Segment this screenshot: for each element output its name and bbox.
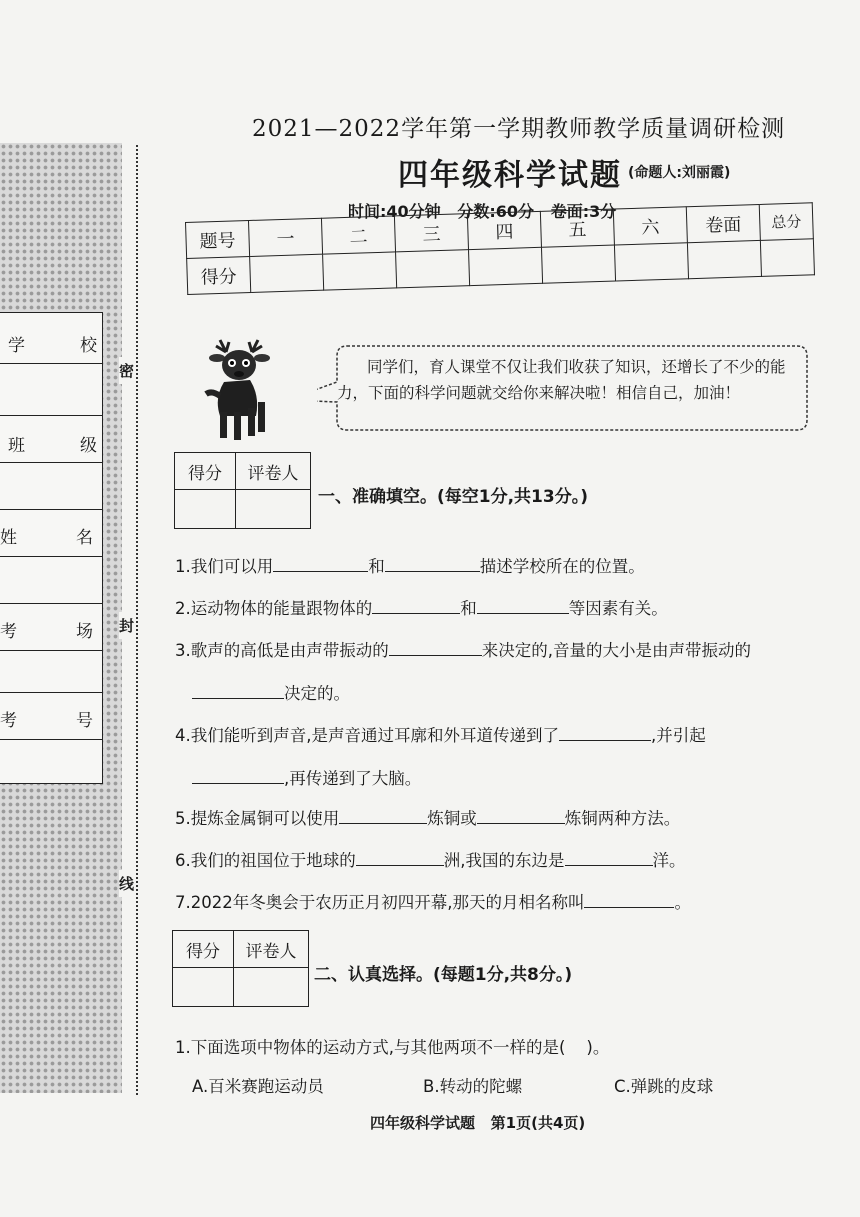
school-label-1: 学 xyxy=(8,336,25,356)
class-row xyxy=(0,417,102,463)
q-text: 炼铜两种方法。 xyxy=(564,809,681,828)
score-table-header: 三 xyxy=(394,214,468,252)
score-table-header: 二 xyxy=(321,216,395,254)
grade-score-label: 得分 xyxy=(175,453,236,490)
name-row xyxy=(0,511,102,557)
score-row-label: 得分 xyxy=(187,256,251,294)
question-1-2 xyxy=(175,595,668,619)
grade-grader-label: 评卷人 xyxy=(236,453,311,490)
score-table-header: 卷面 xyxy=(686,204,760,242)
school-input-row[interactable] xyxy=(0,365,102,416)
score-table-header: 一 xyxy=(248,218,322,256)
answer-blank[interactable] xyxy=(477,597,569,614)
page-footer: 四年级科学试题 第1页(共4页) xyxy=(370,1114,586,1132)
grade-score-cell[interactable] xyxy=(175,490,236,529)
answer-blank[interactable] xyxy=(385,555,480,572)
q-text: 描述学校所在的位置。 xyxy=(479,557,645,576)
q-text: 。 xyxy=(674,893,691,912)
room-label-2: 场 xyxy=(76,622,93,642)
score-table-header: 题号 xyxy=(186,221,250,259)
class-label-1: 班 xyxy=(8,436,25,456)
score-cell[interactable] xyxy=(396,250,470,288)
answer-blank[interactable] xyxy=(372,597,460,614)
score-cell[interactable] xyxy=(614,243,688,281)
q-text: 决定的。 xyxy=(284,684,350,703)
room-input-row[interactable] xyxy=(0,652,102,693)
q-text: 洋。 xyxy=(652,851,686,870)
answer-blank[interactable] xyxy=(273,555,368,572)
score-cell[interactable] xyxy=(323,252,397,290)
exam-series-title: 2021—2022学年第一学期教师教学质量调研检测 xyxy=(252,116,786,142)
score-cell[interactable] xyxy=(469,247,543,285)
section2-grade-box xyxy=(172,930,309,1007)
deer-mascot-icon xyxy=(196,338,286,443)
score-cell[interactable] xyxy=(250,254,324,292)
question-1-6 xyxy=(175,847,686,871)
name-input-row[interactable] xyxy=(0,558,102,604)
q-text: 1.我们可以用 xyxy=(175,557,274,576)
score-table-header: 总分 xyxy=(759,203,813,241)
q-text: 4.我们能听到声音,是声音通过耳廓和外耳道传递到了 xyxy=(175,726,559,745)
score-table-header: 五 xyxy=(540,209,614,247)
question-1-1 xyxy=(175,553,645,577)
q-text: 等因素有关。 xyxy=(568,599,668,618)
grade-score-cell[interactable] xyxy=(173,968,234,1007)
q-text: 3.歌声的高低是由声带振动的 xyxy=(175,641,389,660)
class-label-2: 级 xyxy=(80,436,97,456)
option-b[interactable]: B.转动的陀螺 xyxy=(423,1077,523,1096)
answer-blank[interactable] xyxy=(584,891,674,908)
score-table-header: 六 xyxy=(613,207,687,245)
number-label-1: 考 xyxy=(0,711,17,731)
section2-title: 二、认真选择。(每题1分,共8分。) xyxy=(314,965,573,985)
grade-score-label: 得分 xyxy=(173,931,234,968)
grade-grader-cell[interactable] xyxy=(236,490,311,529)
q-text: 6.我们的祖国位于地球的 xyxy=(175,851,356,870)
grade-grader-label: 评卷人 xyxy=(234,931,309,968)
number-row xyxy=(0,694,102,740)
q-text: ,并引起 xyxy=(651,726,706,745)
question-1-5 xyxy=(175,805,680,829)
question-1-3-cont xyxy=(192,680,350,704)
answer-blank[interactable] xyxy=(477,807,565,824)
number-label-2: 号 xyxy=(76,711,93,731)
binding-dotted-line xyxy=(136,145,138,1095)
name-label-2: 名 xyxy=(76,528,93,548)
intro-text: 同学们，育人课堂不仅让我们收获了知识，还增长了不少的能力，下面的科学问题就交给你来解决啦！相信自己，加油！ xyxy=(337,358,786,402)
question-1-3 xyxy=(175,637,751,661)
grade-grader-cell[interactable] xyxy=(234,968,309,1007)
question-1-4-cont xyxy=(192,765,421,789)
q-text: 5.提炼金属铜可以使用 xyxy=(175,809,340,828)
score-table xyxy=(185,202,815,295)
answer-blank[interactable] xyxy=(356,849,444,866)
seal-feng: 封 xyxy=(119,612,134,639)
answer-blank[interactable] xyxy=(192,767,284,784)
q-text: 2.运动物体的能量跟物体的 xyxy=(175,599,373,618)
q-text: 来决定的,音量的大小是由声带振动的 xyxy=(481,641,751,660)
q-text: 炼铜或 xyxy=(427,809,477,828)
answer-blank[interactable] xyxy=(565,849,653,866)
question-1-4 xyxy=(175,722,706,746)
class-input-row[interactable] xyxy=(0,464,102,510)
exam-title: 四年级科学试题 xyxy=(398,158,622,193)
answer-blank[interactable] xyxy=(559,724,651,741)
q-text: 和 xyxy=(460,599,477,618)
q-text: 7.2022年冬奥会于农历正月初四开幕,那天的月相名称叫 xyxy=(175,893,585,912)
question-1-7 xyxy=(175,889,691,913)
exam-author: (命题人:刘丽霞) xyxy=(628,165,731,181)
room-label-1: 考 xyxy=(0,622,17,642)
exam-meta: 时间:40分钟 分数:60分 卷面:3分 xyxy=(348,202,617,221)
q-text: 洲,我国的东边是 xyxy=(443,851,565,870)
name-label-1: 姓 xyxy=(0,528,17,548)
room-row xyxy=(0,605,102,651)
score-table-header: 四 xyxy=(467,211,541,249)
q-text: ,再传递到了大脑。 xyxy=(284,769,422,788)
seal-xian: 线 xyxy=(119,870,134,897)
score-cell[interactable] xyxy=(687,240,761,278)
q-text: 和 xyxy=(368,557,385,576)
student-info-box xyxy=(0,312,103,784)
answer-blank[interactable] xyxy=(192,682,284,699)
school-row xyxy=(0,313,102,364)
option-a[interactable]: A.百米赛跑运动员 xyxy=(192,1077,324,1096)
answer-blank[interactable] xyxy=(389,639,482,656)
score-cell[interactable] xyxy=(760,239,814,277)
school-label-2: 校 xyxy=(80,336,97,356)
score-cell[interactable] xyxy=(541,245,615,283)
answer-blank[interactable] xyxy=(339,807,427,824)
section1-grade-box xyxy=(174,452,311,529)
option-c[interactable]: C.弹跳的皮球 xyxy=(614,1077,714,1096)
section1-title: 一、准确填空。(每空1分,共13分。) xyxy=(318,487,588,507)
question-2-1: 1.下面选项中物体的运动方式,与其他两项不一样的是( )。 xyxy=(175,1038,610,1057)
seal-mi: 密 xyxy=(119,357,134,384)
